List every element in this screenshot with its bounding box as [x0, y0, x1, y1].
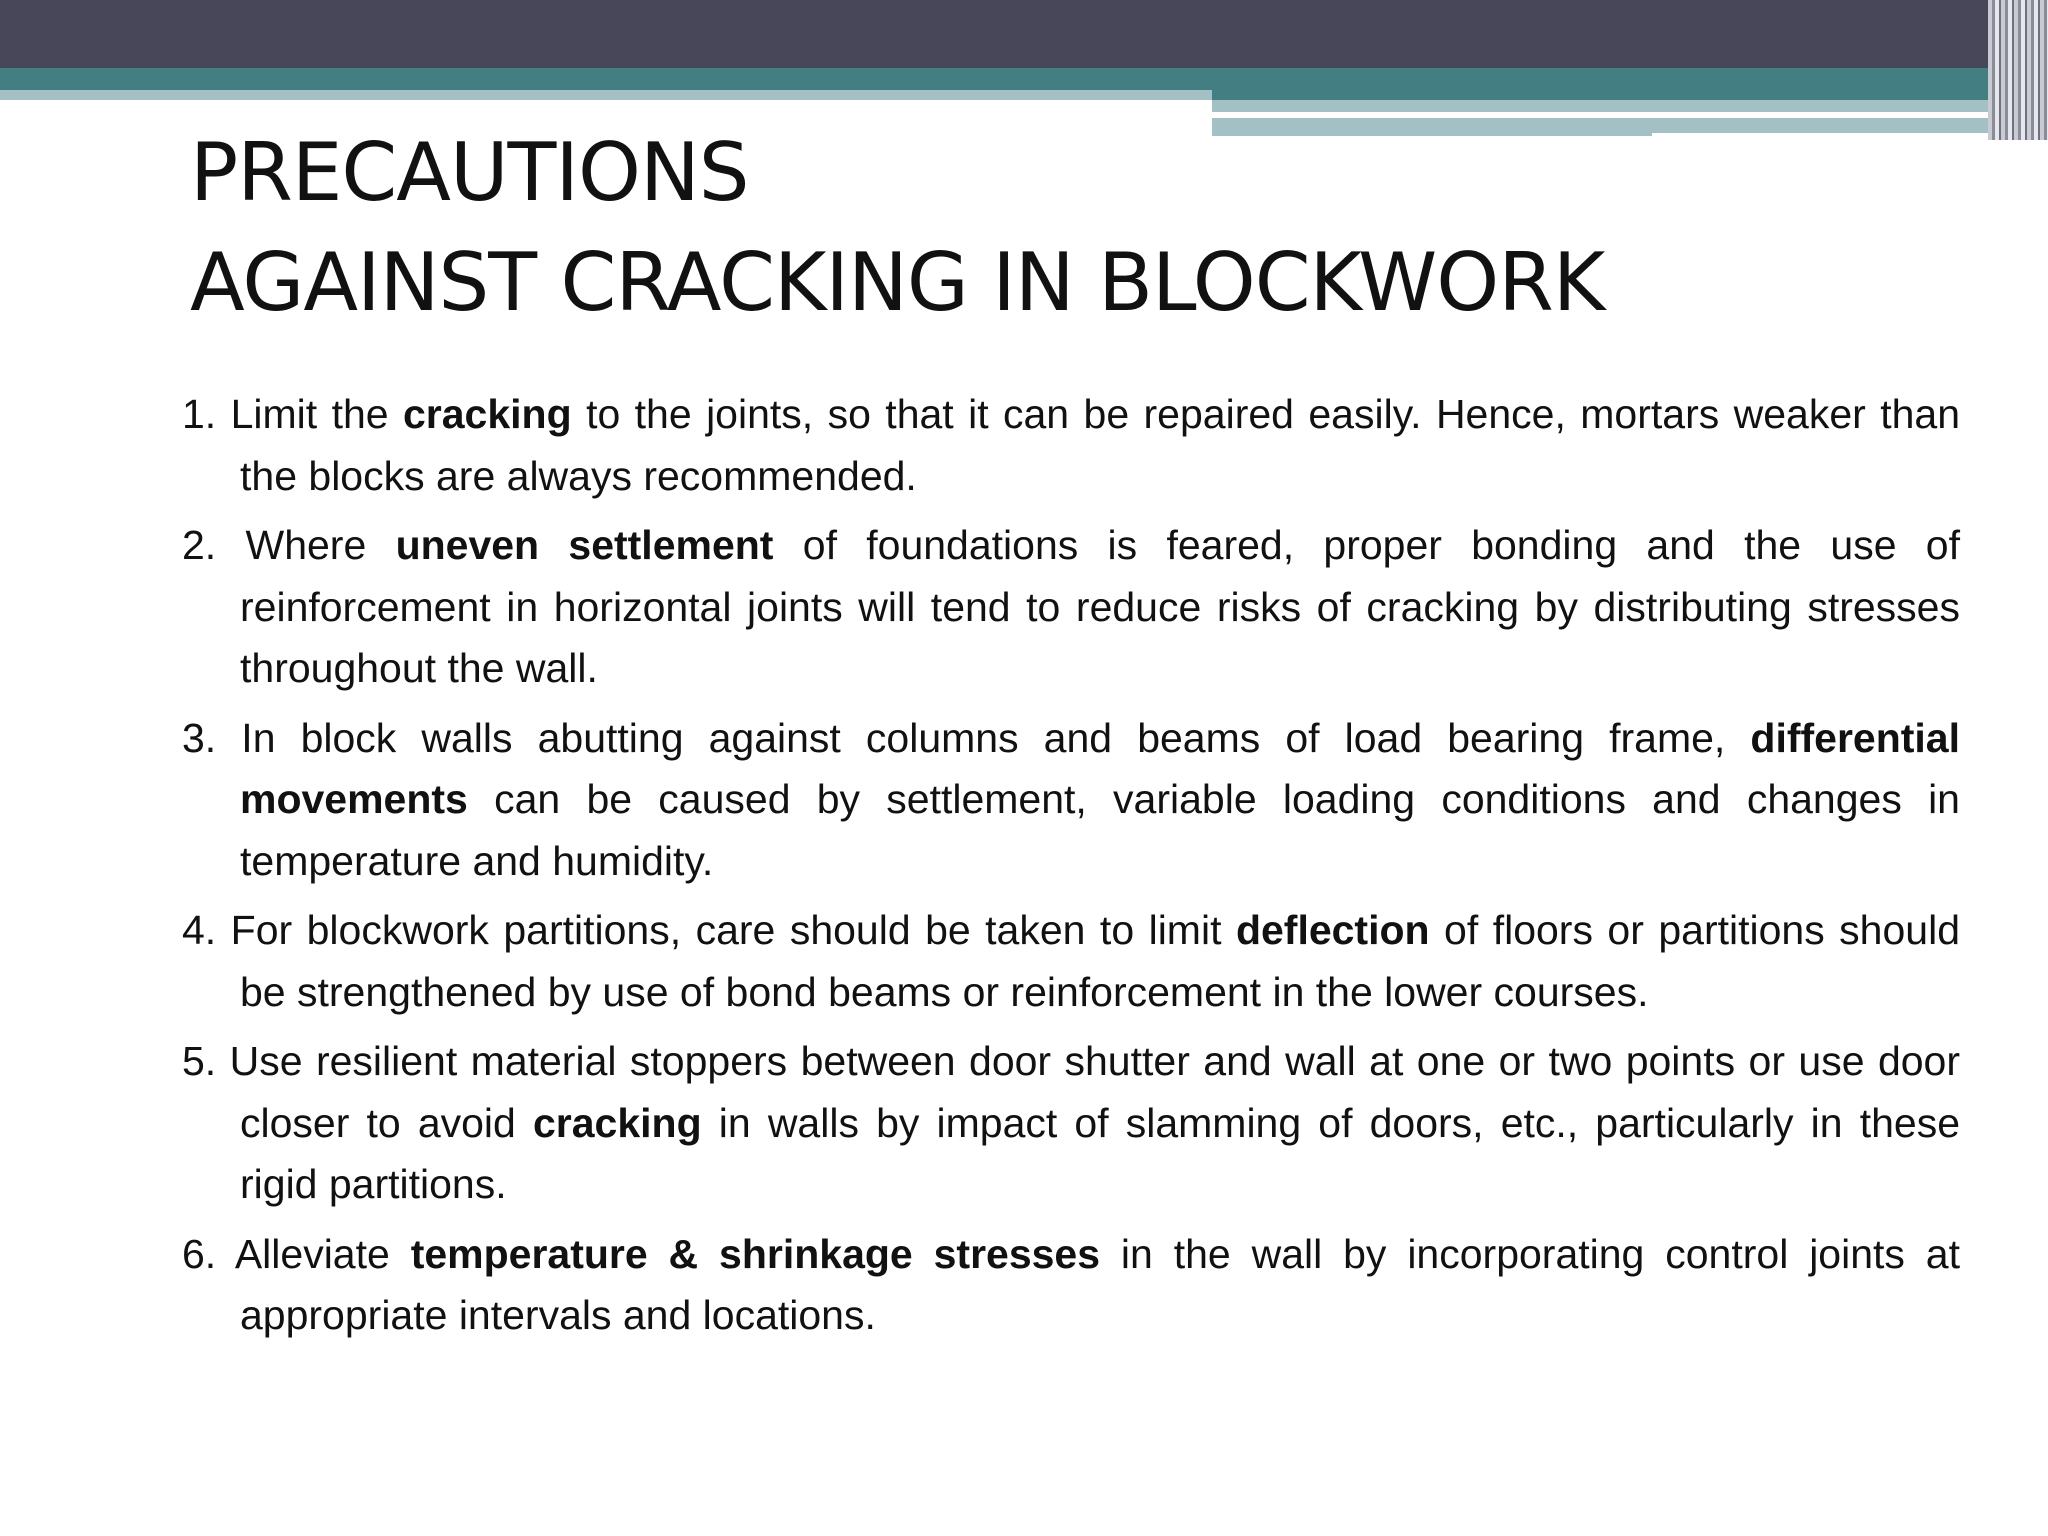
header-dark-band: [0, 0, 2048, 68]
item-number: 2.: [182, 522, 217, 568]
item-text: Use resilient material stoppers between door shutter and wall at one or two points or use door closer to avoid: [216, 1038, 1960, 1146]
header-step-band: [1212, 100, 2048, 112]
item-number: 5.: [182, 1038, 217, 1084]
item-text: in the wall by incorporating control joints at appropriate intervals and locations.: [240, 1230, 1960, 1338]
item-emphasis: cracking: [403, 391, 572, 437]
item-emphasis: uneven settlement: [395, 522, 774, 568]
header-light-band: [0, 90, 1212, 100]
item-emphasis: temperature & shrinkage stresses: [410, 1230, 1101, 1277]
item-text: Alleviate: [216, 1230, 411, 1277]
item-number: 3.: [182, 714, 217, 761]
item-text: For blockwork partitions, care should be taken to limit: [216, 907, 1236, 953]
slide-title-line-1: PRECAUTIONS: [190, 126, 749, 219]
header-teal-band-right: [1212, 90, 2048, 100]
item-text: Limit the: [216, 391, 403, 437]
item-number: 1.: [182, 391, 217, 437]
item-emphasis: differential movements: [240, 714, 1960, 822]
precautions-list: [182, 384, 1960, 1355]
item-text: in walls by impact of slamming of doors, etc., particularly in these rigid partitions.: [240, 1099, 1961, 1207]
list-item: [182, 1224, 1960, 1347]
item-text: Where: [216, 522, 396, 568]
item-emphasis: deflection: [1235, 907, 1430, 953]
list-item: [182, 1031, 1960, 1216]
header-edge-stripes: [1988, 0, 2048, 140]
item-text: In block walls abutting against columns and beams of load bearing frame,: [216, 714, 1751, 761]
header-teal-band: [0, 68, 2048, 90]
list-item: [182, 515, 1960, 700]
list-item: [182, 708, 1960, 893]
item-text: to the joints, so that it can be repaired easily. Hence, mortars weaker than the blocks are always recommended.: [240, 391, 1961, 499]
item-text: of floors or partitions should be strengthened by use of bond beams or reinforcement in the lower courses.: [240, 907, 1960, 1015]
item-number: 4.: [182, 907, 217, 953]
item-number: 6.: [182, 1230, 217, 1277]
item-emphasis: cracking: [532, 1099, 702, 1146]
item-text: can be caused by settlement, variable loading conditions and changes in temperature and humidity.: [240, 776, 1960, 884]
list-item: [182, 900, 1960, 1023]
list-item: [182, 384, 1960, 507]
slide-title: [190, 118, 1930, 338]
item-text: of foundations is feared, proper bonding and the use of reinforcement in horizontal joints will tend to reduce risks of cracking by distributing stresses throughout the wall.: [240, 522, 1960, 691]
slide-title-line-2: AGAINST CRACKING IN BLOCKWORK: [190, 236, 1605, 329]
